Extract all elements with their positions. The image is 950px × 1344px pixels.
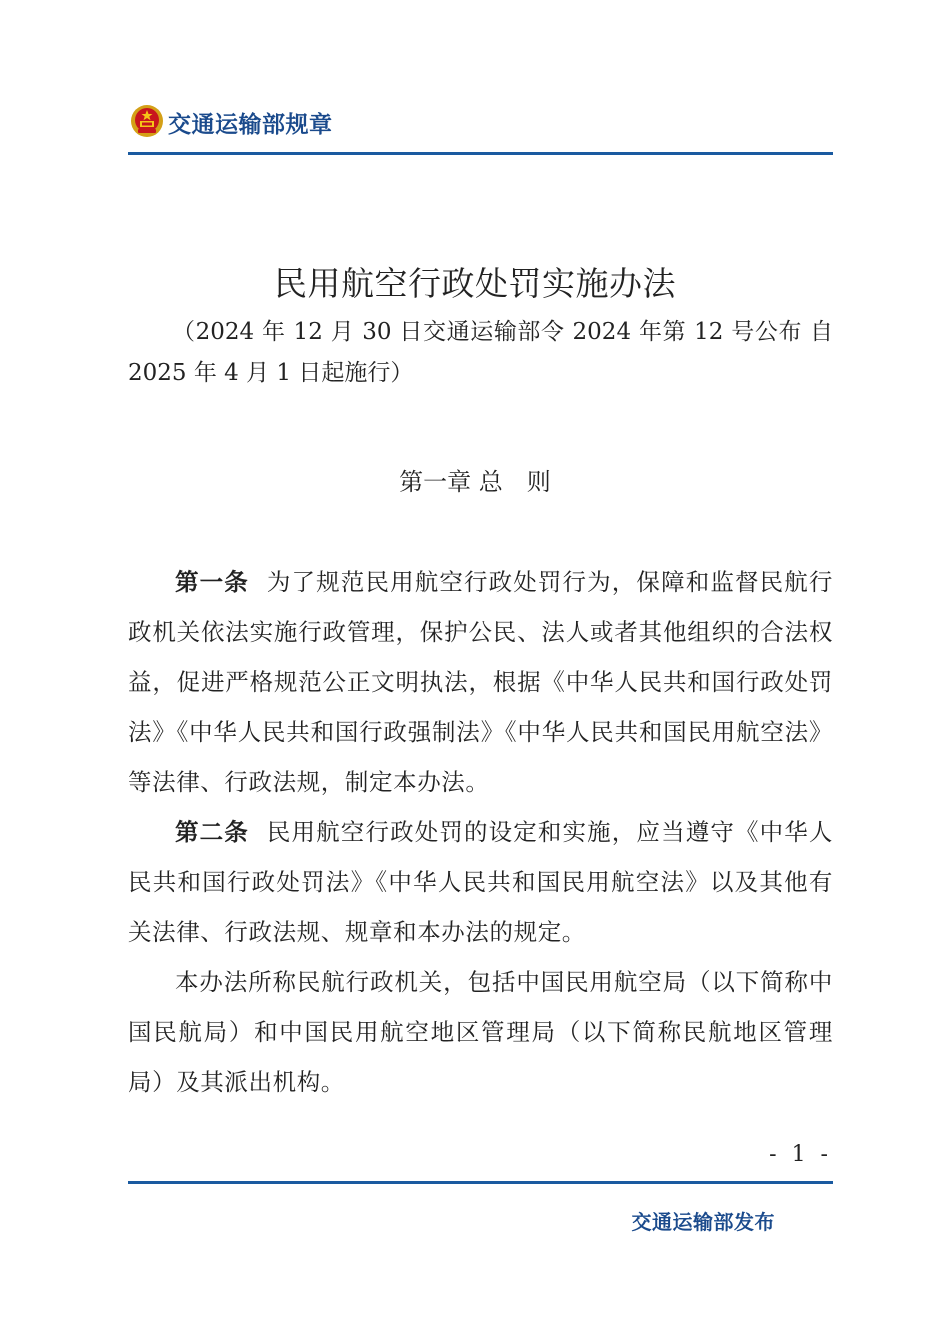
- page-number: - 1 -: [769, 1142, 832, 1167]
- document-body: [128, 557, 833, 1107]
- document-title: 民用航空行政处罚实施办法: [274, 264, 676, 303]
- article-text: 民用航空行政处罚的设定和实施，应当遵守《中华人民共和国行政处罚法》《中华人民共和国民用航空法》以及其他有关法律、行政法规、规章和本办法的规定。: [128, 818, 833, 946]
- page-header: [128, 100, 833, 156]
- header-title: 交通运输部规章: [168, 112, 333, 138]
- footer-publisher: 交通运输部发布: [631, 1210, 775, 1234]
- national-emblem-icon: [130, 104, 164, 138]
- article-text: 为了规范民用航空行政处罚行为，保障和监督民航行政机关依法实施行政管理，保护公民、法人或者其他组织的合法权益，促进严格规范公正文明执法，根据《中华人民共和国行政处罚法》《中华人民共和国行政强制法》《中华人民共和国民用航空法》等法律、行政法规，制定本办法。: [128, 568, 833, 796]
- article-2: [128, 807, 833, 957]
- article-number: 第一条: [175, 568, 249, 596]
- article-1: [128, 557, 833, 807]
- body-paragraph: 本办法所称民航行政机关，包括中国民用航空局（以下简称中国民航局）和中国民用航空地区管理局（以下简称民航地区管理局）及其派出机构。: [128, 968, 833, 1096]
- chapter-heading: 第一章 总 则: [399, 468, 551, 496]
- footer-divider: [128, 1181, 833, 1184]
- header-divider: [128, 152, 833, 155]
- promulgation-note: （2024 年 12 月 30 日交通运输部令 2024 年第 12 号公布 自 2025 年 4 月 1 日起施行）: [128, 319, 833, 386]
- article-number: 第二条: [175, 818, 249, 846]
